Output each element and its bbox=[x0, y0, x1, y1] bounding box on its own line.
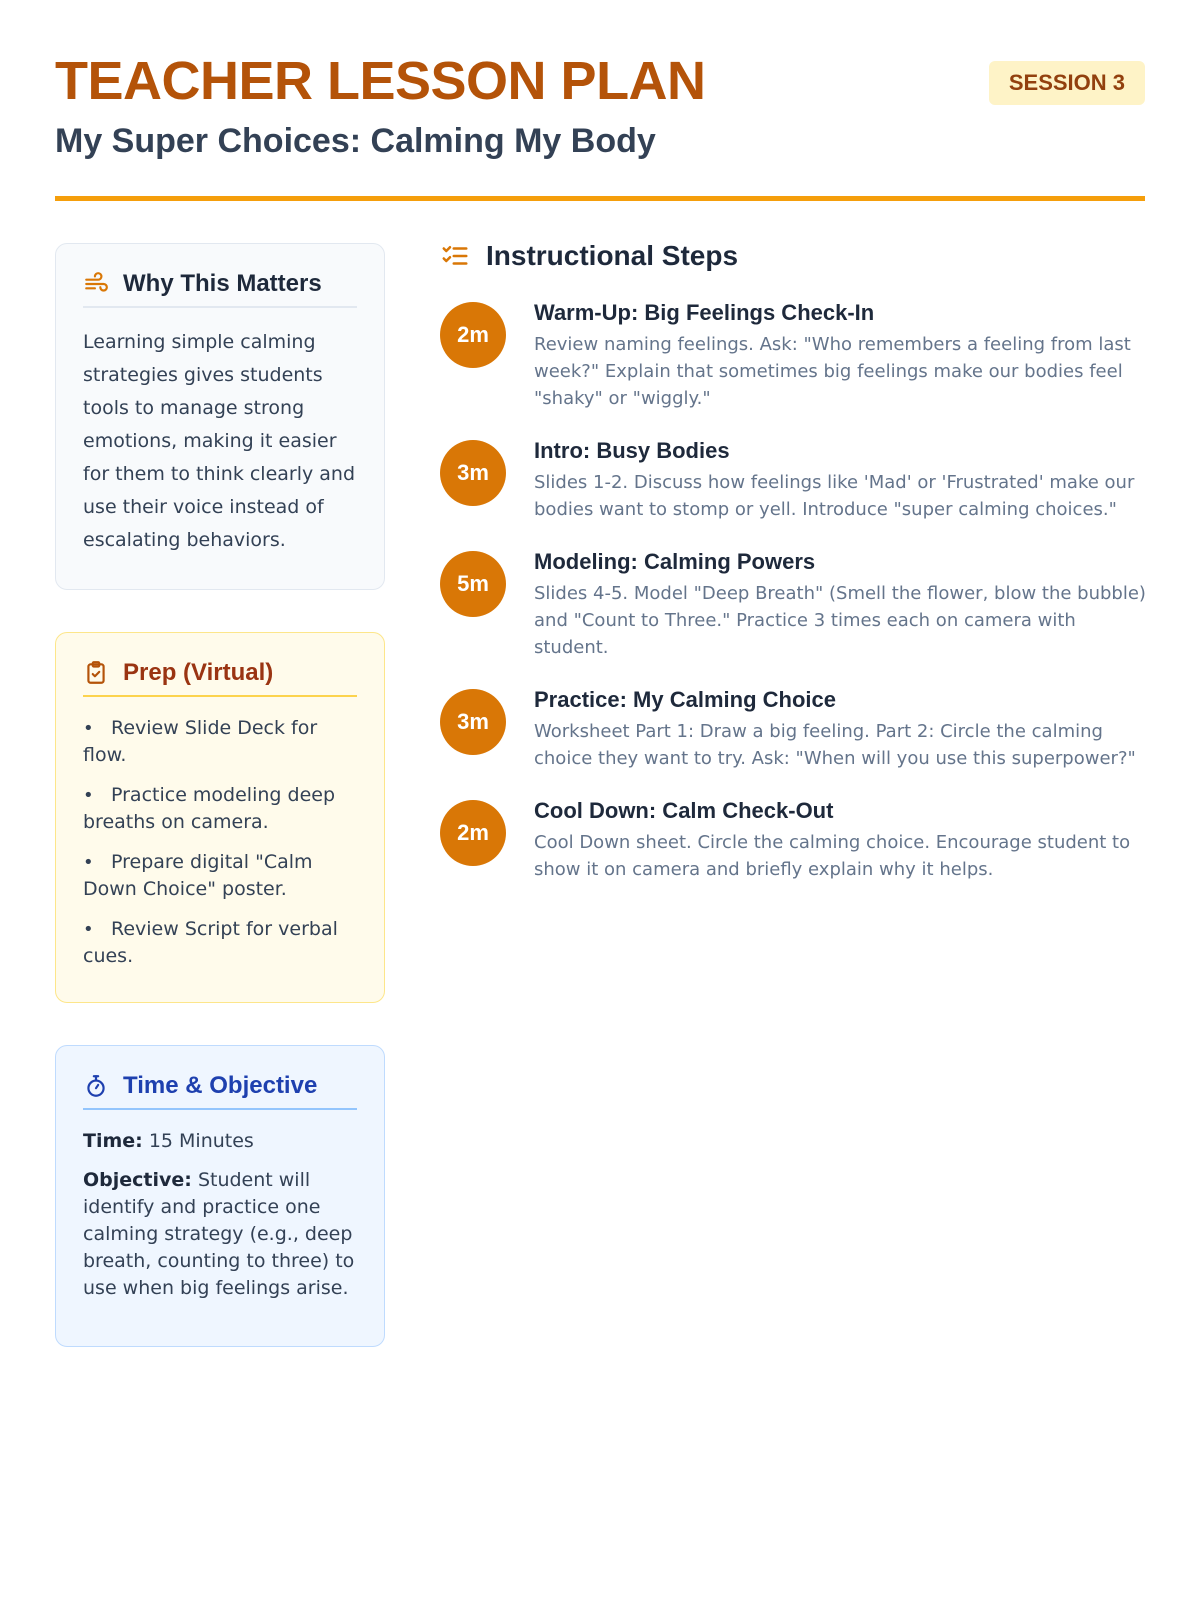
prep-item-text: Practice modeling deep breaths on camera. bbox=[83, 784, 336, 833]
step-item bbox=[440, 798, 1155, 883]
prep-card-title: Prep (Virtual) bbox=[123, 659, 274, 686]
prep-item bbox=[83, 849, 357, 903]
objective-value: Student will identify and practice one calming strategy (e.g., deep breath, counting to three) to use when big feelings arise. bbox=[83, 1169, 355, 1299]
header-divider bbox=[55, 196, 1145, 201]
left-column bbox=[55, 243, 385, 1389]
step-description: Review naming feelings. Ask: "Who remembers a feeling from last week?" Explain that sometimes big feelings make our bodies feel "shaky" or "wiggly." bbox=[534, 334, 1131, 409]
prep-item-text: Review Script for verbal cues. bbox=[83, 918, 338, 967]
step-item bbox=[440, 300, 1155, 412]
bullet-icon: • bbox=[83, 718, 94, 739]
stopwatch-icon bbox=[83, 1073, 109, 1099]
steps-title: Instructional Steps bbox=[486, 240, 739, 271]
step-title: Cool Down: Calm Check-Out bbox=[534, 798, 834, 823]
bullet-icon: • bbox=[83, 785, 94, 806]
step-description: Slides 1-2. Discuss how feelings like 'Mad' or 'Frustrated' make our bodies want to stomp or yell. Introduce "super calming choices." bbox=[534, 472, 1135, 520]
prep-card bbox=[55, 632, 385, 1003]
step-item bbox=[440, 687, 1155, 772]
step-duration-badge: 3m bbox=[440, 689, 506, 755]
clipboard-check-icon bbox=[83, 660, 109, 686]
step-title: Modeling: Calming Powers bbox=[534, 549, 816, 574]
step-title: Warm-Up: Big Feelings Check-In bbox=[534, 300, 875, 325]
time-card-title: Time & Objective bbox=[123, 1072, 318, 1099]
why-card-header bbox=[83, 270, 357, 308]
time-value: 15 Minutes bbox=[148, 1130, 254, 1152]
objective-label: Objective: bbox=[83, 1169, 192, 1191]
prep-item-text: Prepare digital "Calm Down Choice" poster. bbox=[83, 851, 313, 900]
time-card-header bbox=[83, 1072, 357, 1110]
steps-header bbox=[440, 240, 1155, 272]
step-duration-badge: 2m bbox=[440, 302, 506, 368]
why-card-body: Learning simple calming strategies gives students tools to manage strong emotions, making it easier for them to think clearly and use their voice instead of escalating behaviors. bbox=[83, 331, 356, 551]
prep-item bbox=[83, 782, 357, 836]
step-description: Cool Down sheet. Circle the calming choice. Encourage student to show it on camera and briefly explain why it helps. bbox=[534, 832, 1131, 880]
time-objective-card bbox=[55, 1045, 385, 1347]
objective-line bbox=[83, 1167, 357, 1302]
why-this-matters-card bbox=[55, 243, 385, 590]
time-label: Time: bbox=[83, 1130, 143, 1152]
step-duration-badge: 3m bbox=[440, 440, 506, 506]
step-description: Slides 4-5. Model "Deep Breath" (Smell the flower, blow the bubble) and "Count to Three." Practice 3 times each on camera with student. bbox=[534, 583, 1146, 658]
step-item bbox=[440, 438, 1155, 523]
prep-card-header bbox=[83, 659, 357, 697]
step-title: Practice: My Calming Choice bbox=[534, 687, 836, 712]
session-badge: SESSION 3 bbox=[989, 61, 1145, 105]
step-description: Worksheet Part 1: Draw a big feeling. Part 2: Circle the calming choice they want to try. Ask: "When will you use this superpower?" bbox=[534, 721, 1136, 769]
page-title: TEACHER LESSON PLAN bbox=[55, 51, 706, 111]
step-duration-badge: 2m bbox=[440, 800, 506, 866]
bullet-icon: • bbox=[83, 852, 94, 873]
step-duration-badge: 5m bbox=[440, 551, 506, 617]
time-line bbox=[83, 1128, 357, 1155]
prep-item bbox=[83, 916, 357, 970]
lesson-subtitle: My Super Choices: Calming My Body bbox=[55, 122, 656, 160]
step-item bbox=[440, 549, 1155, 661]
step-title: Intro: Busy Bodies bbox=[534, 438, 730, 463]
why-card-title: Why This Matters bbox=[123, 270, 322, 297]
instructional-steps-section bbox=[440, 240, 1155, 909]
bullet-icon: • bbox=[83, 919, 94, 940]
prep-item bbox=[83, 715, 357, 769]
wind-icon bbox=[83, 271, 109, 297]
header bbox=[55, 0, 1145, 200]
prep-item-text: Review Slide Deck for flow. bbox=[83, 717, 318, 766]
checklist-icon bbox=[440, 241, 470, 271]
prep-list bbox=[83, 715, 357, 970]
